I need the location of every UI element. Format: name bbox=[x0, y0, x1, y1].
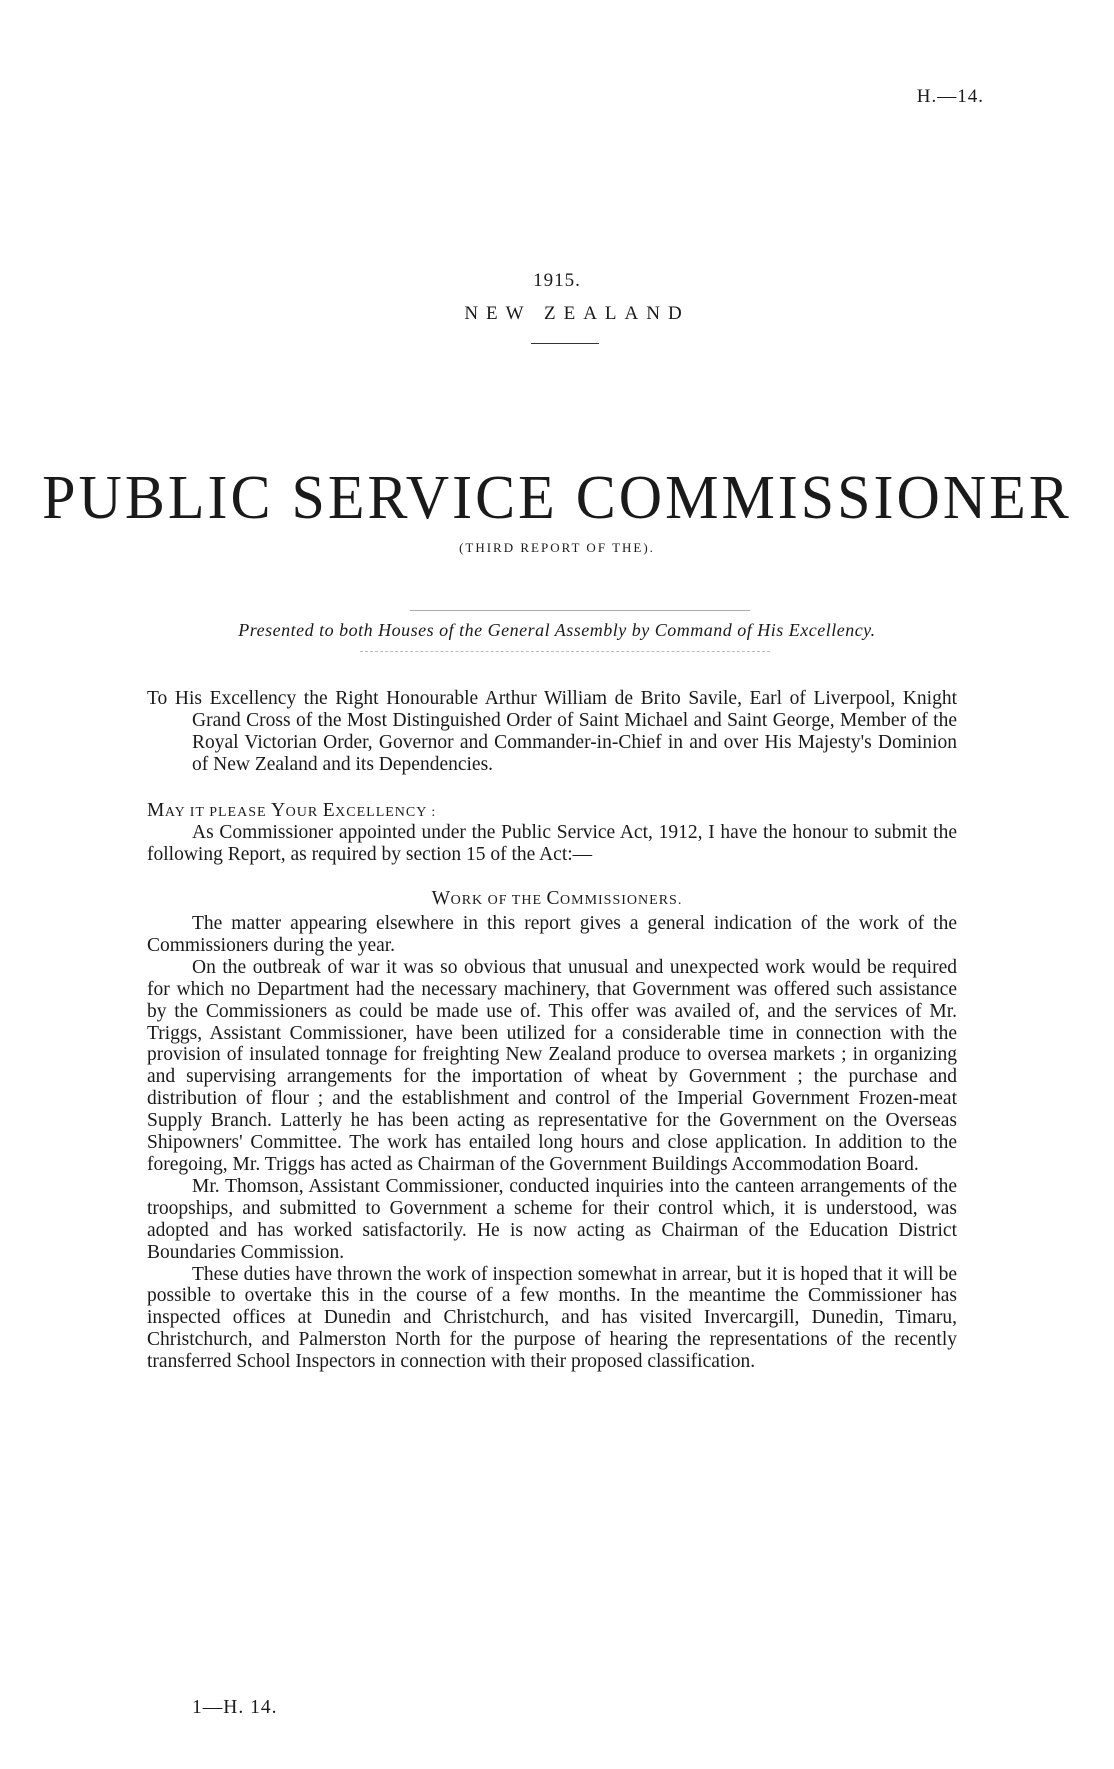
intro-paragraph: As Commissioner appointed under the Public Service Act, 1912, I have the honour to submit the following Report, as required by section 15 of the Act:— bbox=[147, 822, 957, 865]
country-heading: NEW ZEALAND bbox=[464, 303, 690, 324]
paragraph: Mr. Thomson, Assistant Commissioner, conducted inquiries into the canteen arrangements of the troopships, and submitted to Government a scheme for their control which, it is understood, was adopted and has worked satisfactorily. He is now acting as Chairman of the Education District Boundaries Commission. bbox=[147, 1175, 957, 1263]
presented-divider-top bbox=[410, 610, 750, 611]
report-year: 1915. bbox=[533, 270, 581, 291]
presented-line: Presented to both Houses of the General Assembly by Command of His Excellency. bbox=[238, 620, 876, 640]
title-divider bbox=[531, 343, 599, 344]
intro-block bbox=[147, 822, 957, 866]
section-cap-1: W bbox=[431, 888, 451, 909]
salutation-cap-1: M bbox=[147, 800, 165, 821]
page-footer-reference: 1—H. 14. bbox=[192, 1697, 278, 1718]
section-cap-2: C bbox=[546, 888, 561, 909]
section-rest-1: ORK OF THE bbox=[450, 893, 547, 908]
address-block bbox=[147, 688, 957, 776]
work-section-body bbox=[147, 913, 957, 1373]
paragraph: These duties have thrown the work of inspection somewhat in arrear, but it is hoped that it will be possible to overtake this in the course of a few months. In the meantime the Commissioner has inspected offices at Dunedin and Christchurch, and has visited Invercargill, Dunedin, Timaru, Christchurch, and Palmerston North for the purpose of hearing the representations of the recently transferred School Inspectors in connection with their proposed classification. bbox=[147, 1263, 957, 1373]
paragraph: On the outbreak of war it was so obvious that unusual and unexpected work would be required for which no Department had the necessary machinery, that Government was offered such assistance by the Commissioners as could be made use of. This offer was availed of, and the services of Mr. Triggs, Assistant Commissioner, have been utilized for a considerable time in connection with the provision of insulated tonnage for freighting New Zealand produce to oversea markets ; in organizing and supervising arrangements for the importation of wheat by Government ; the purchase and distribution of flour ; and the establishment and control of the Imperial Government Frozen-meat Supply Branch. Latterly he has been acting as representative for the Government on the Overseas Shipowners' Committee. The work has entailed long hours and close application. In addition to the foregoing, Mr. Triggs has acted as Chairman of the Government Buildings Accommodation Board. bbox=[147, 956, 957, 1175]
page-subtitle: (THIRD REPORT OF THE). bbox=[459, 540, 655, 555]
document-reference: H.—14. bbox=[916, 86, 984, 107]
salutation-cap-3: E bbox=[322, 800, 336, 821]
salutation-rest-3: XCELLENCY : bbox=[335, 805, 437, 820]
section-rest-2: OMMISSIONERS. bbox=[560, 893, 683, 908]
salutation-rest-2: OUR bbox=[285, 805, 323, 820]
salutation-rest-1: AY IT PLEASE bbox=[164, 805, 272, 820]
section-heading bbox=[0, 888, 1114, 910]
paragraph: The matter appearing elsewhere in this report gives a general indication of the work of the Commissioners during the year. bbox=[147, 913, 957, 956]
presented-divider-bottom bbox=[360, 651, 770, 652]
address-text: To His Excellency the Right Honourable Arthur William de Brito Savile, Earl of Liverpool, Knight Grand Cross of the Most Distinguished Order of Saint Michael and Saint George, Member of the Royal Victorian Order, Governor and Commander-in-Chief in and over His Majesty's Dominion of New Zealand and its Dependencies. bbox=[147, 688, 957, 775]
salutation bbox=[147, 800, 436, 822]
salutation-cap-2: Y bbox=[271, 800, 286, 821]
page-title: PUBLIC SERVICE COMMISSIONER bbox=[42, 462, 1072, 532]
